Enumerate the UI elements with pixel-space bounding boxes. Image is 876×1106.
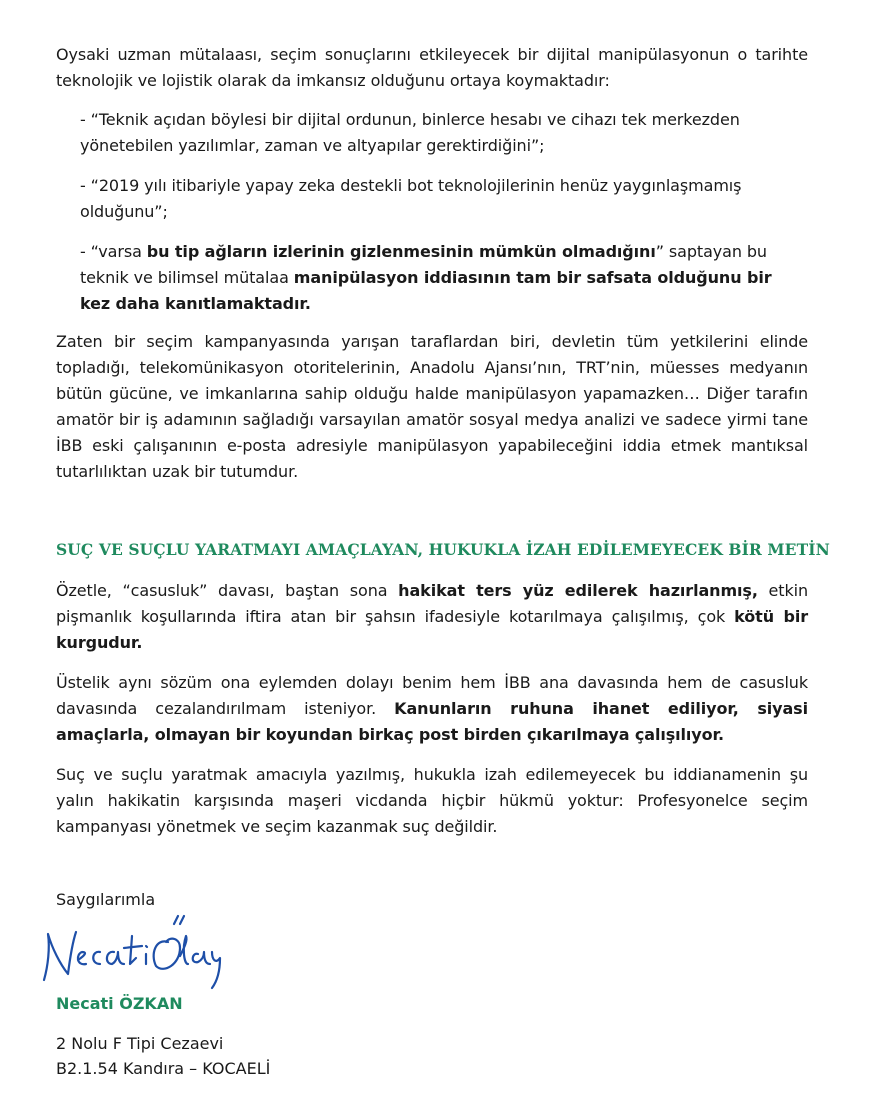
paragraph-summary [56,578,808,656]
bullet-digital-army: - “Teknik açıdan böylesi bir dijital ordunun, binlerce hesabı ve cihazı tek merkezden yönetebilen yazılımlar, zaman ve altyapılar gerektirdiğini”; [80,110,740,155]
bullet-traces [80,239,800,317]
punishment-pre: Üstelik aynı sözüm ona eylemden dolayı benim hem İBB ana davasında hem de casusluk davasında cezalandırılmam isteniyor. [56,673,808,718]
paragraph-campaign: Zaten bir seçim kampanyasında yarışan taraflardan biri, devletin tüm yetkilerini elinde topladığı, telekomünikasyon otoritelerinin, Anadolu Ajansı’nın, TRT’nin, müesses medyanın bütün gücüne, ve imkanlarına sahip olduğu halde manipülasyon yapamazken… Diğer tarafın amatör bir iş adamının sağladığı varsayılan amatör sosyal medya analizi ve sadece yirmi tane İBB eski çalışanının e-posta adresiyle manipülasyon yapabileceğini iddia etmek mantıksal tutarlılıktan uzak bir tutumdur. [56,332,808,481]
summary-mid: etkin pişmanlık koşullarında iftira atan bir şahsın ifadesiyle kotarılmaya çalışılmış, çok [56,581,808,626]
bullet-traces-pre: - “varsa [80,242,147,261]
bullet-ai-bots: - “2019 yılı itibariyle yapay zeka destekli bot teknolojilerinin henüz yaygınlaşmamış olduğunu”; [80,176,742,221]
paragraph-conclusion: Suç ve suçlu yaratmak amacıyla yazılmış, hukukla izah edilemeyecek bu iddianamenin şu yalın hakikatin karşısında maşeri vicdanda hiçbir hükmü yoktur: Profesyonelce seçim kampanyası yönetmek ve seçim kazanmak suç değildir. [56,765,808,836]
paragraph-expert-opinion: Oysaki uzman mütalaası, seçim sonuçlarını etkileyecek bir dijital manipülasyonun o tarihte teknolojik ve lojistik olarak da imkansız olduğunu ortaya koymaktadır: [56,45,808,90]
bullet-traces-mid: ” saptayan bu teknik ve bilimsel mütalaa [80,242,767,287]
section-heading: SUÇ VE SUÇLU YARATMAYI AMAÇLAYAN, HUKUKLA İZAH EDİLEMEYECEK BİR METİN [56,540,830,559]
address-line-2: B2.1.54 Kandıra – KOCAELİ [56,1059,271,1078]
closing-salutation: Saygılarımla [56,890,156,909]
address-line-1: 2 Nolu F Tipi Cezaevi [56,1034,224,1053]
bullet-traces-bold1: bu tip ağların izlerinin gizlenmesinin mümkün olmadığını [146,242,656,261]
summary-pre: Özetle, “casusluk” davası, baştan sona [56,581,399,600]
punishment-bold1: Kanunların ruhuna ihanet ediliyor, siyasi amaçlarla, olmayan bir koyundan birkaç post birden çıkarılmaya çalışılıyor. [56,699,808,744]
bullet-traces-bold2: manipülasyon iddiasının tam bir safsata olduğunu bir kez daha kanıtlamaktadır. [80,268,772,313]
paragraph-double-punishment [56,670,808,748]
summary-bold2: kötü bir kurgudur. [56,607,808,652]
handwritten-signature [38,908,228,998]
signer-name: Necati ÖZKAN [56,994,183,1013]
summary-bold1: hakikat ters yüz edilerek hazırlanmış, [398,581,758,600]
